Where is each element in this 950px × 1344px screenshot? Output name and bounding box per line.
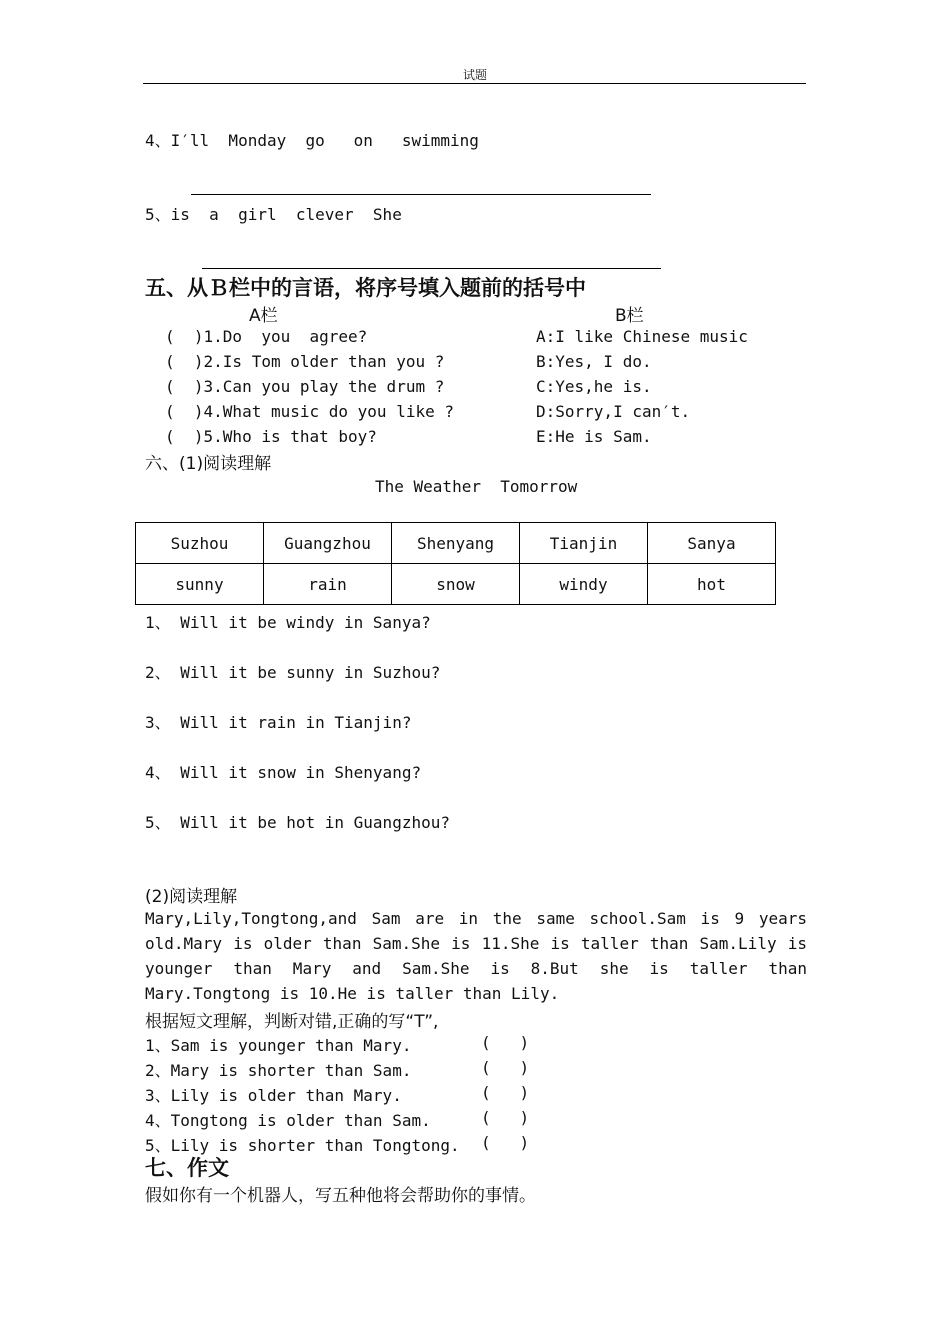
section-7-title: 七、作文 (145, 1156, 229, 1180)
tf-statement-1: 1、Sam is younger than Mary. (145, 1036, 412, 1055)
tf-statement-4: 4、Tongtong is older than Sam. (145, 1111, 431, 1130)
weather-cell: sunny (136, 564, 264, 605)
column-a-header: A栏 (249, 306, 278, 326)
weather-question-2: 2、 Will it be sunny in Suzhou? (145, 663, 441, 682)
weather-cell: windy (520, 564, 648, 605)
tf-answer-blank-5[interactable]: ( ) (481, 1133, 530, 1152)
tf-statement-5: 5、Lily is shorter than Tongtong. (145, 1136, 460, 1155)
passage-line: younger than Mary and Sam.She is 8.But she is taller than (145, 959, 807, 978)
reorder-question-5: 5、is a girl clever She (145, 205, 402, 224)
weather-question-1: 1、 Will it be windy in Sanya? (145, 613, 431, 632)
reading-part-2-title: (2)阅读理解 (145, 887, 238, 907)
match-question-1: ( )1.Do you agree? (165, 327, 368, 346)
tf-answer-blank-2[interactable]: ( ) (481, 1058, 530, 1077)
weather-question-5: 5、 Will it be hot in Guangzhou? (145, 813, 450, 832)
match-question-4: ( )4.What music do you like ? (165, 402, 454, 421)
city-cell: Suzhou (136, 523, 264, 564)
header-rule (143, 83, 806, 84)
match-question-5: ( )5.Who is that boy? (165, 427, 377, 446)
city-cell: Tianjin (520, 523, 648, 564)
city-cell: Shenyang (392, 523, 520, 564)
section-5-title: 五、从Ｂ栏中的言语，将序号填入题前的括号中 (145, 276, 586, 300)
tf-answer-blank-1[interactable]: ( ) (481, 1033, 530, 1052)
city-cell: Guangzhou (264, 523, 392, 564)
weather-table-row-weather (136, 564, 776, 605)
tf-answer-blank-4[interactable]: ( ) (481, 1108, 530, 1127)
composition-prompt: 假如你有一个机器人，写五种他将会帮助你的事情。 (145, 1186, 536, 1206)
true-false-instruction: 根据短文理解，判断对错,正确的写“T”, (145, 1012, 439, 1032)
column-b-header: B栏 (615, 306, 644, 326)
weather-table-title: The Weather Tomorrow (375, 477, 578, 496)
weather-question-4: 4、 Will it snow in Shenyang? (145, 763, 422, 782)
section-6-title: 六、(1)阅读理解 (145, 454, 272, 474)
weather-table (135, 522, 776, 605)
weather-cell: snow (392, 564, 520, 605)
answer-line-4[interactable] (191, 194, 651, 195)
match-answer-d: D:Sorry,I can′t. (536, 402, 691, 421)
match-answer-b: B:Yes, I do. (536, 352, 652, 371)
weather-question-3: 3、 Will it rain in Tianjin? (145, 713, 412, 732)
tf-answer-blank-3[interactable]: ( ) (481, 1083, 530, 1102)
tf-statement-3: 3、Lily is older than Mary. (145, 1086, 402, 1105)
tf-statement-2: 2、Mary is shorter than Sam. (145, 1061, 412, 1080)
match-answer-c: C:Yes,he is. (536, 377, 652, 396)
passage-line: old.Mary is older than Sam.She is 11.She is taller than Sam.Lily is (145, 934, 807, 953)
match-answer-e: E:He is Sam. (536, 427, 652, 446)
passage-line: Mary,Lily,Tongtong,and Sam are in the same school.Sam is 9 years (145, 909, 807, 928)
weather-cell: rain (264, 564, 392, 605)
reorder-question-4: 4、I′ll Monday go on swimming (145, 131, 479, 150)
answer-line-5[interactable] (202, 268, 661, 269)
passage-line: Mary.Tongtong is 10.He is taller than Lily. (145, 984, 560, 1003)
weather-table-row-cities (136, 523, 776, 564)
city-cell: Sanya (648, 523, 776, 564)
match-question-2: ( )2.Is Tom older than you ? (165, 352, 445, 371)
match-question-3: ( )3.Can you play the drum ? (165, 377, 445, 396)
page-header-title: 试题 (462, 68, 487, 82)
match-answer-a: A:I like Chinese music (536, 327, 748, 346)
reading-passage (145, 906, 807, 1006)
weather-cell: hot (648, 564, 776, 605)
